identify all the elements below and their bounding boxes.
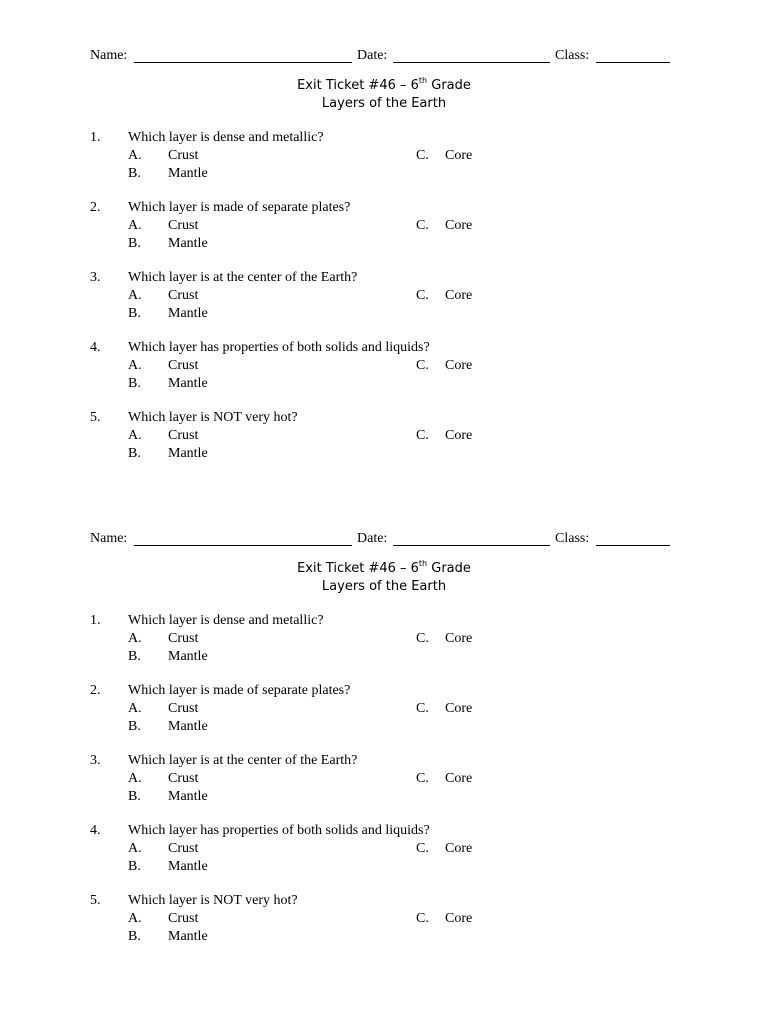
- option-b-letter: B.: [128, 306, 141, 321]
- option-b-letter: B.: [128, 789, 141, 804]
- option-c-text: Core: [445, 358, 473, 373]
- question-text: Which layer is made of separate plates?: [128, 683, 351, 698]
- question-text: Which layer has properties of both solids and liquids?: [128, 823, 430, 838]
- exit-ticket-2: [0, 529, 768, 999]
- option-c-letter: C.: [416, 358, 429, 373]
- question-text: Which layer is NOT very hot?: [128, 893, 298, 908]
- class-label: Class:: [555, 48, 590, 63]
- option-b-text: Mantle: [168, 649, 208, 664]
- option-a-text: Crust: [168, 911, 199, 926]
- option-b-letter: B.: [128, 376, 141, 391]
- option-a-letter: A.: [128, 358, 142, 373]
- option-c-letter: C.: [416, 148, 429, 163]
- option-a-text: Crust: [168, 771, 199, 786]
- option-a-text: Crust: [168, 631, 199, 646]
- option-c-text: Core: [445, 701, 473, 716]
- option-a-text: Crust: [168, 358, 199, 373]
- question-2: [0, 199, 768, 259]
- option-a-letter: A.: [128, 428, 142, 443]
- date-label: Date:: [357, 48, 388, 63]
- option-a-letter: A.: [128, 148, 142, 163]
- question-4: [0, 822, 768, 882]
- option-c-text: Core: [445, 771, 473, 786]
- option-a-text: Crust: [168, 148, 199, 163]
- option-b-letter: B.: [128, 649, 141, 664]
- exit-ticket-1: [0, 46, 768, 516]
- question-3: [0, 752, 768, 812]
- question-number: 1.: [90, 130, 101, 145]
- name-blank: [134, 62, 352, 63]
- option-c-letter: C.: [416, 428, 429, 443]
- option-a-text: Crust: [168, 218, 199, 233]
- ticket-subtitle: Layers of the Earth: [321, 579, 447, 594]
- question-4: [0, 339, 768, 399]
- question-3: [0, 269, 768, 329]
- title-main: Exit Ticket #46 – 6: [297, 78, 419, 93]
- option-b-text: Mantle: [168, 236, 208, 251]
- question-text: Which layer is dense and metallic?: [128, 130, 324, 145]
- option-b-text: Mantle: [168, 719, 208, 734]
- option-c-text: Core: [445, 218, 473, 233]
- question-5: [0, 892, 768, 952]
- question-number: 2.: [90, 200, 101, 215]
- option-a-letter: A.: [128, 841, 142, 856]
- question-number: 5.: [90, 893, 101, 908]
- title-end: Grade: [427, 78, 471, 93]
- option-b-letter: B.: [128, 236, 141, 251]
- option-c-text: Core: [445, 428, 473, 443]
- ticket-title: [0, 77, 768, 95]
- option-b-letter: B.: [128, 719, 141, 734]
- question-1: [0, 612, 768, 672]
- option-c-text: Core: [445, 288, 473, 303]
- name-label: Name:: [90, 531, 128, 546]
- question-text: Which layer is dense and metallic?: [128, 613, 324, 628]
- option-b-text: Mantle: [168, 166, 208, 181]
- option-c-letter: C.: [416, 288, 429, 303]
- option-b-text: Mantle: [168, 929, 208, 944]
- question-text: Which layer is NOT very hot?: [128, 410, 298, 425]
- question-text: Which layer has properties of both solids and liquids?: [128, 340, 430, 355]
- option-a-letter: A.: [128, 701, 142, 716]
- option-c-text: Core: [445, 631, 473, 646]
- option-b-text: Mantle: [168, 789, 208, 804]
- option-c-text: Core: [445, 841, 473, 856]
- question-number: 3.: [90, 270, 101, 285]
- question-text: Which layer is at the center of the Earth?: [128, 270, 358, 285]
- option-c-letter: C.: [416, 841, 429, 856]
- ticket-title: [0, 560, 768, 578]
- question-number: 2.: [90, 683, 101, 698]
- option-c-text: Core: [445, 148, 473, 163]
- class-blank: [596, 62, 670, 63]
- question-text: Which layer is at the center of the Earth?: [128, 753, 358, 768]
- option-b-letter: B.: [128, 446, 141, 461]
- option-b-letter: B.: [128, 166, 141, 181]
- option-a-text: Crust: [168, 428, 199, 443]
- option-a-text: Crust: [168, 288, 199, 303]
- class-blank: [596, 545, 670, 546]
- question-5: [0, 409, 768, 469]
- question-number: 1.: [90, 613, 101, 628]
- option-b-text: Mantle: [168, 376, 208, 391]
- question-text: Which layer is made of separate plates?: [128, 200, 351, 215]
- option-a-text: Crust: [168, 701, 199, 716]
- date-label: Date:: [357, 531, 388, 546]
- option-b-text: Mantle: [168, 446, 208, 461]
- title-end: Grade: [427, 561, 471, 576]
- ticket-header: [90, 529, 680, 549]
- option-b-letter: B.: [128, 929, 141, 944]
- name-blank: [134, 545, 352, 546]
- question-1: [0, 129, 768, 189]
- ticket-header: [90, 46, 680, 66]
- option-a-letter: A.: [128, 288, 142, 303]
- option-c-letter: C.: [416, 911, 429, 926]
- date-blank: [393, 545, 550, 546]
- option-b-text: Mantle: [168, 306, 208, 321]
- question-number: 4.: [90, 823, 101, 838]
- question-number: 4.: [90, 340, 101, 355]
- title-main: Exit Ticket #46 – 6: [297, 561, 419, 576]
- option-c-letter: C.: [416, 701, 429, 716]
- ticket-subtitle: Layers of the Earth: [321, 96, 447, 111]
- question-number: 5.: [90, 410, 101, 425]
- option-b-text: Mantle: [168, 859, 208, 874]
- class-label: Class:: [555, 531, 590, 546]
- option-a-letter: A.: [128, 631, 142, 646]
- option-a-letter: A.: [128, 771, 142, 786]
- option-b-letter: B.: [128, 859, 141, 874]
- option-a-letter: A.: [128, 218, 142, 233]
- option-a-letter: A.: [128, 911, 142, 926]
- option-c-text: Core: [445, 911, 473, 926]
- name-label: Name:: [90, 48, 128, 63]
- title-superscript: th: [418, 558, 428, 568]
- date-blank: [393, 62, 550, 63]
- option-c-letter: C.: [416, 631, 429, 646]
- option-c-letter: C.: [416, 771, 429, 786]
- title-superscript: th: [418, 75, 428, 85]
- question-2: [0, 682, 768, 742]
- option-c-letter: C.: [416, 218, 429, 233]
- option-a-text: Crust: [168, 841, 199, 856]
- question-number: 3.: [90, 753, 101, 768]
